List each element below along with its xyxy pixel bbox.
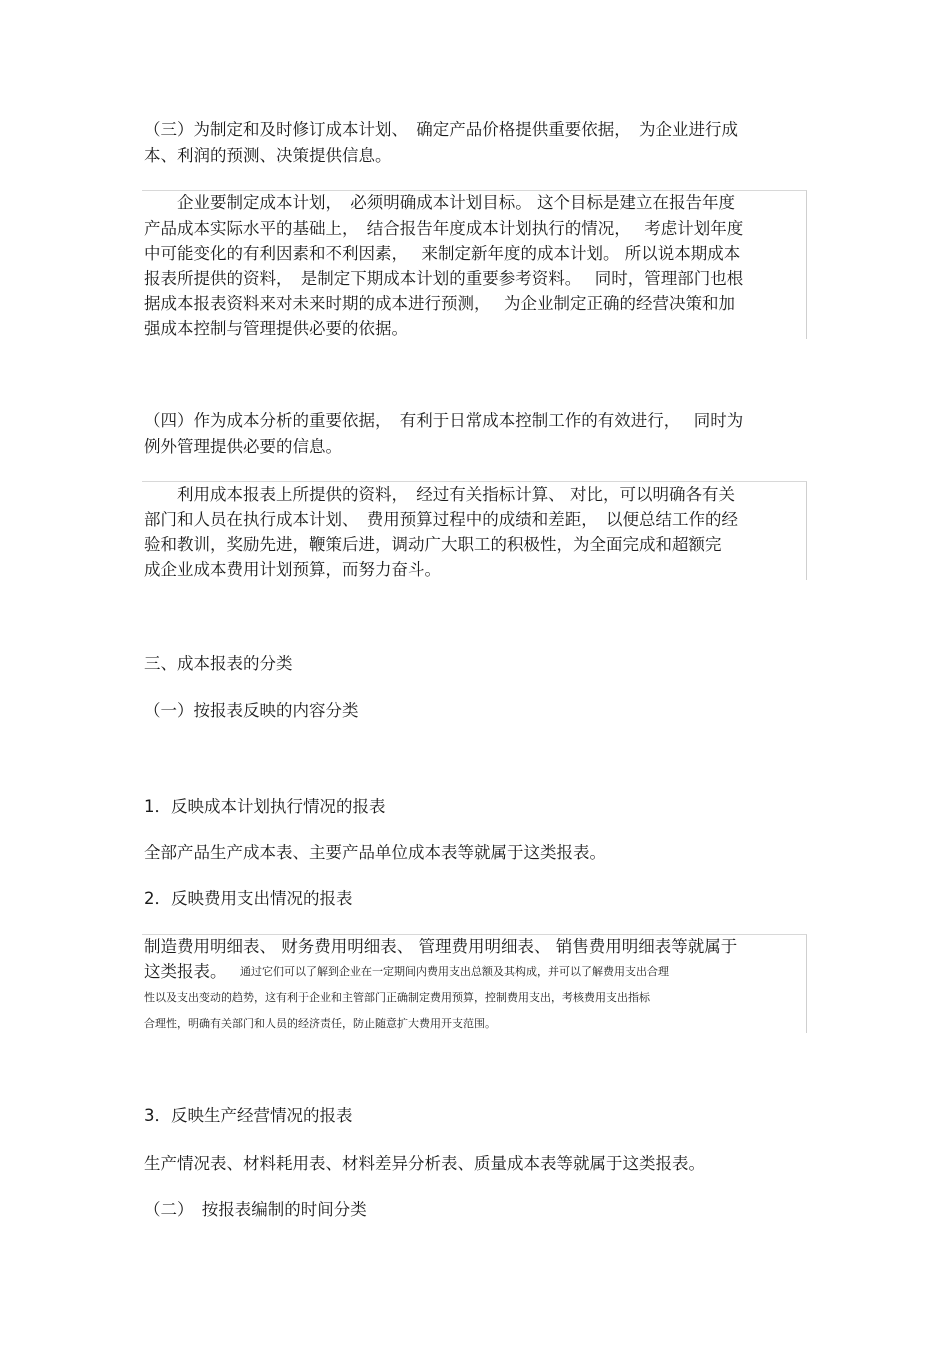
item3-text: 生产情况表、材料耗用表、材料差异分析表、质量成本表等就属于这类报表。 — [144, 1154, 705, 1173]
item2-small-line-1: 性以及支出变动的趋势，这有利于企业和主管部门正确制定费用预算，控制费用支出，考核费用支出指标 — [144, 991, 650, 1004]
item2-title: 2．反映费用支出情况的报表 — [144, 889, 353, 908]
section3-title: （三）为制定和及时修订成本计划、 确定产品价格提供重要依据， 为企业进行成 — [144, 120, 738, 139]
sub-heading-time: （二） 按报表编制的时间分类 — [144, 1200, 367, 1219]
item2-line-2-large: 这类报表。 — [144, 962, 227, 981]
para2-line-4: 成企业成本费用计划预算，而努力奋斗。 — [144, 560, 441, 579]
item1-title: 1．反映成本计划执行情况的报表 — [144, 797, 386, 816]
item1-text: 全部产品生产成本表、主要产品单位成本表等就属于这类报表。 — [144, 843, 606, 862]
item2-line-1: 制造费用明细表、 财务费用明细表、 管理费用明细表、 销售费用明细表等就属于 — [144, 937, 738, 956]
para1-line-4: 报表所提供的资料， 是制定下期成本计划的重要参考资料。 同时，管理部门也根 — [144, 269, 744, 288]
para2-line-2: 部门和人员在执行成本计划、 费用预算过程中的成绩和差距， 以便总结工作的经 — [144, 510, 738, 529]
item2-line-2-small: 通过它们可以了解到企业在一定期间内费用支出总额及其构成，并可以了解费用支出合理 — [240, 965, 669, 978]
classification-heading: 三、成本报表的分类 — [144, 654, 293, 673]
para1-line-3: 中可能变化的有利因素和不利因素， 来制定新年度的成本计划。 所以说本期成本 — [144, 244, 741, 263]
para1-line-2: 产品成本实际水平的基础上， 结合报告年度成本计划执行的情况， 考虑计划年度 — [144, 219, 744, 238]
item3-title: 3．反映生产经营情况的报表 — [144, 1106, 353, 1125]
para2-line-3: 验和教训，奖励先进，鞭策后进，调动广大职工的积极性，为全面完成和超额完 — [144, 535, 722, 554]
section4-title-cont: 例外管理提供必要的信息。 — [144, 437, 342, 456]
para2-line-1: 利用成本报表上所提供的资料， 经过有关指标计算、 对比，可以明确各有关 — [144, 485, 735, 504]
sub-heading-content: （一）按报表反映的内容分类 — [144, 701, 359, 720]
section3-title-cont: 本、利润的预测、决策提供信息。 — [144, 146, 392, 165]
section4-title: （四）作为成本分析的重要依据， 有利于日常成本控制工作的有效进行， 同时为 — [144, 411, 744, 430]
para1-line-5: 据成本报表资料来对未来时期的成本进行预测， 为企业制定正确的经营决策和加 — [144, 294, 735, 313]
para1-line-1: 企业要制定成本计划， 必须明确成本计划目标。 这个目标是建立在报告年度 — [144, 193, 735, 212]
item2-small-line-2: 合理性，明确有关部门和人员的经济责任，防止随意扩大费用开支范围。 — [144, 1017, 496, 1030]
para1-line-6: 强成本控制与管理提供必要的依据。 — [144, 319, 408, 338]
